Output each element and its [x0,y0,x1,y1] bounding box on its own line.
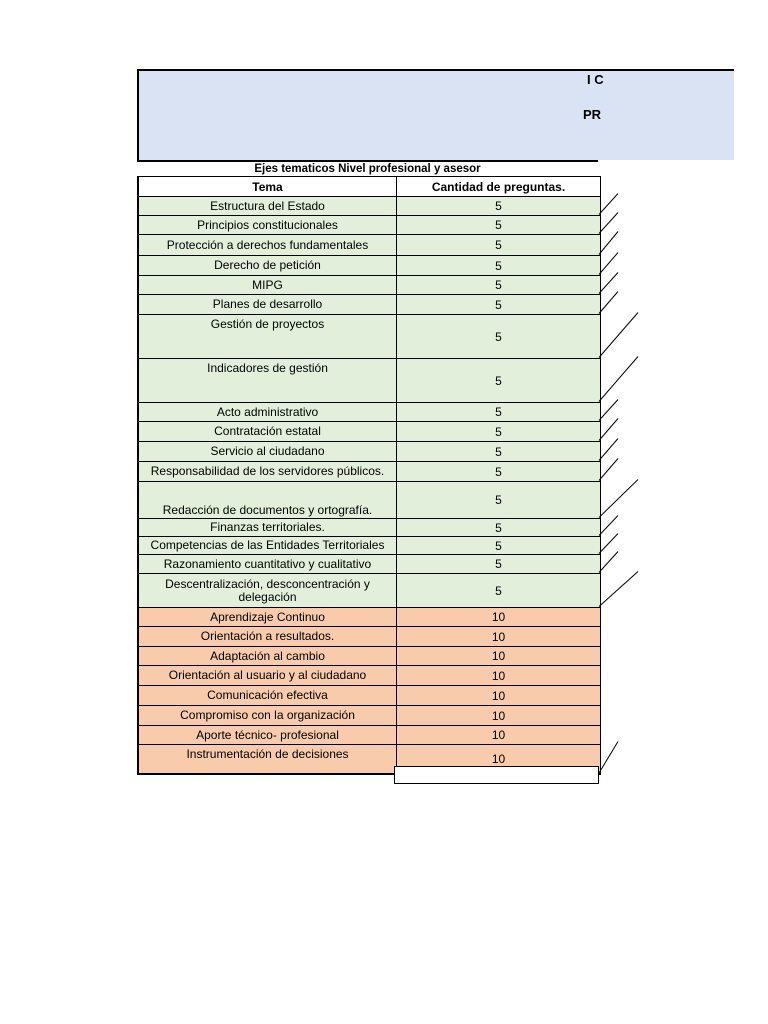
diagonal-border-mark [599,213,618,234]
cell-tema[interactable]: Protección a derechos fundamentales [138,235,397,256]
cell-cantidad[interactable]: 5 [397,315,601,359]
cell-cantidad[interactable]: 10 [397,745,601,775]
cell-tema[interactable]: Aporte técnico- profesional [138,726,397,745]
diagonal-border-mark [599,480,638,518]
cell-cantidad[interactable]: 10 [397,608,601,627]
diagonal-border-mark [599,253,618,275]
cell-cantidad[interactable]: 5 [397,276,601,295]
diagonal-border-mark [599,534,618,554]
diagonal-border-mark [599,459,618,481]
cell-cantidad[interactable]: 5 [397,519,601,537]
cell-cantidad[interactable]: 5 [397,482,601,519]
cell-cantidad[interactable]: 10 [397,686,601,706]
cell-cantidad[interactable]: 5 [397,462,601,482]
cell-cantidad[interactable]: 5 [397,537,601,555]
cell-cantidad[interactable]: 10 [397,627,601,647]
cell-tema[interactable]: Instrumentación de decisiones [138,745,397,775]
cell-tema[interactable]: Contratación estatal [138,422,397,442]
cell-tema[interactable]: Responsabilidad de los servidores públicos. [138,462,397,482]
cell-cantidad[interactable]: 5 [397,403,601,422]
cell-tema[interactable]: Orientación a resultados. [138,627,397,647]
cell-tema[interactable]: Adaptación al cambio [138,647,397,666]
diagonal-border-mark [599,516,618,536]
cell-cantidad[interactable]: 5 [397,235,601,256]
cell-tema[interactable]: Gestión de proyectos [138,315,397,359]
cell-cantidad[interactable]: 10 [397,726,601,745]
cell-tema[interactable]: MIPG [138,276,397,295]
cell-tema[interactable]: Acto administrativo [138,403,397,422]
diagonal-border-mark [599,313,638,358]
cell-tema[interactable]: Razonamiento cuantitativo y cualitativo [138,555,397,574]
cell-cantidad[interactable]: 10 [397,666,601,686]
cell-tema[interactable]: Compromiso con la organización [138,706,397,726]
cell-cantidad[interactable]: 5 [397,359,601,403]
cell-tema[interactable]: Estructura del Estado [138,197,397,216]
column-header-cantidad: Cantidad de preguntas. [397,177,601,197]
cell-tema[interactable]: Redacción de documentos y ortografía. [138,482,397,519]
cell-cantidad[interactable]: 5 [397,574,601,608]
diagonal-border-mark [599,273,618,294]
cell-tema[interactable]: Aprendizaje Continuo [138,608,397,627]
cell-cantidad[interactable]: 10 [397,647,601,666]
diagonal-border-mark [599,357,638,402]
diagonal-border-mark [599,400,618,421]
cell-cantidad[interactable]: 5 [397,555,601,574]
cell-tema[interactable]: Principios constitucionales [138,216,397,235]
diagonal-border-mark [599,194,618,215]
cell-cantidad[interactable]: 5 [397,422,601,442]
diagonal-border-mark [599,552,618,573]
cell-cantidad[interactable]: 5 [397,197,601,216]
cell-tema[interactable]: Descentralización, desconcentración y delegación [138,574,397,608]
diagonal-border-mark [599,232,618,255]
header-title-line1: I C [587,72,604,87]
cell-cantidad[interactable]: 5 [397,295,601,315]
cell-cantidad[interactable]: 5 [397,442,601,462]
cell-tema[interactable]: Servicio al ciudadano [138,442,397,462]
cell-tema[interactable]: Planes de desarrollo [138,295,397,315]
cell-cantidad[interactable]: 10 [397,706,601,726]
cell-cantidad[interactable]: 5 [397,216,601,235]
section-title: Ejes tematicos Nivel profesional y asesor [137,160,598,176]
header-title-line2: PR [583,107,602,122]
cell-tema[interactable]: Competencias de las Entidades Territoriales [138,537,397,555]
cell-tema[interactable]: Indicadores de gestión [138,359,397,403]
cell-tema[interactable]: Comunicación efectiva [138,686,397,706]
cell-tema[interactable]: Finanzas territoriales. [138,519,397,537]
diagonal-border-mark [599,439,618,461]
cell-tema[interactable]: Derecho de petición [138,256,397,276]
cell-cantidad[interactable]: 5 [397,256,601,276]
cell-tema[interactable]: Orientación al usuario y al ciudadano [138,666,397,686]
diagonal-border-mark [599,572,638,607]
diagonal-border-mark [599,419,618,441]
column-header-tema: Tema [138,177,397,197]
diagonal-border-mark [599,742,618,774]
diagonal-border-mark [599,292,618,314]
